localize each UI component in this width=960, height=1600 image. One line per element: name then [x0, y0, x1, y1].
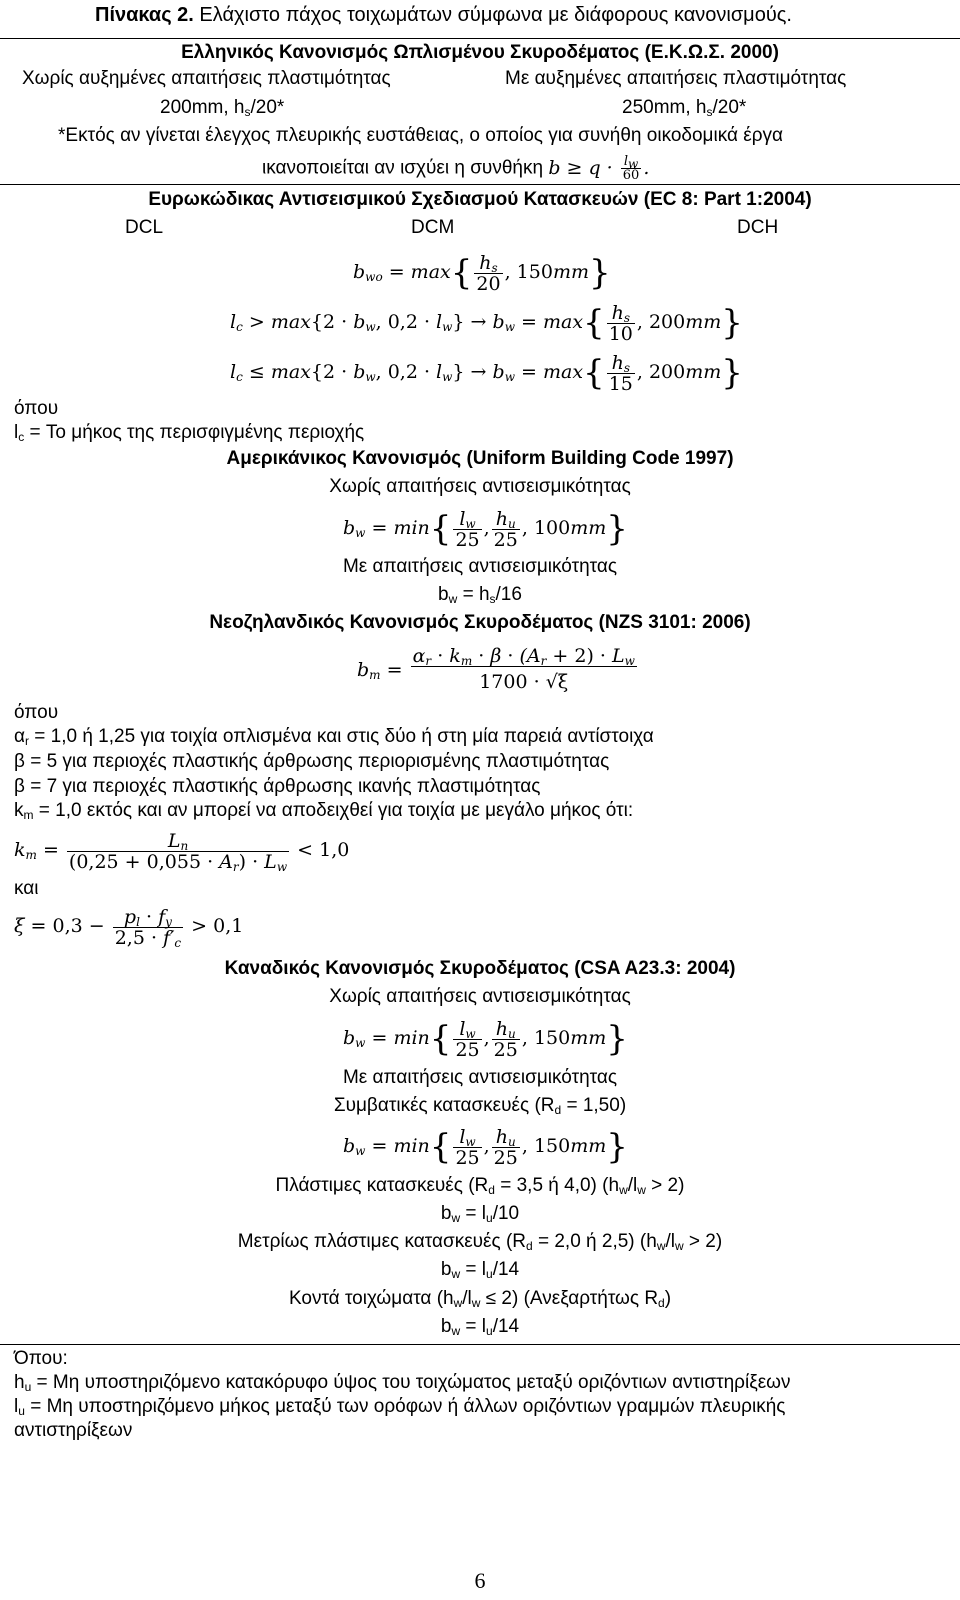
nzs-formula-km: $k_m$ = $\frac{L_n}{(0,25 + 0,055 \cdot A_r) \cdot L_w}$ < 1,0	[14, 829, 350, 874]
greek-rule	[0, 184, 960, 185]
ubc-seismic-formula: $b_w = h_s/16$	[438, 584, 522, 606]
nzs-where: όπου	[14, 702, 59, 723]
ec8-formula-lc-greater: $l_c > \max\{2 \cdot b_w$, $0,2 \cdot l_w\} \to b_w = \max${ $\frac{h_s}{10}$ , 200mm}	[230, 301, 743, 345]
table-title	[95, 4, 792, 26]
page-number: 6	[474, 1568, 486, 1593]
csa-rule	[0, 1344, 960, 1345]
csa-short-formula: $b_w = l_u/14$	[440, 1316, 520, 1338]
nzs-beta7-definition: β = 7 για περιοχές πλαστικής άρθρωσης ικανής πλαστιμότητας	[14, 776, 541, 797]
nzs-formula-xi: ξ = 0,3 − $\frac{p_l \cdot f_y}{2,5 \cdot f'_c}$ > 0,1	[14, 905, 244, 950]
nzs-and: και	[14, 878, 39, 899]
ec8-lc-definition: $l_c = To$ μήκος της περισφιγμένης περιοχής	[14, 422, 365, 444]
nzs-ar-definition: $\alpha_r = 1,0$ ή 1,25 για τοιχία οπλισμένα και στις δύο ή στη μία παρειά αντίστοιχα	[14, 726, 654, 748]
ubc-formula-min: $b_w = \min${ $\frac{l_w}{25}$ , $\frac{h_u}{25}$ , 100mm}	[343, 507, 628, 551]
footer-where: Όπου:	[14, 1348, 68, 1369]
csa-ductile: Πλάστιμες κατασκευές ($R_d = 3,5$ ή 4,0) $(h_w/l_w > 2)$	[275, 1175, 685, 1197]
nzs-heading: Νεοζηλανδικός Κανονισμός Σκυροδέματος (NZS 3101: 2006)	[209, 612, 751, 633]
ec8-dcl: DCL	[125, 217, 164, 238]
csa-no-seismic: Χωρίς απαιτήσεις αντισεισμικότητας	[329, 986, 631, 1007]
ubc-heading: Αμερικάνικος Κανονισμός (Uniform Building Code 1997)	[226, 448, 734, 469]
footer-hu-definition: $h_u = M\eta$ υποστηριζόμενο κατακόρυφο ύψος του τοιχώματος μεταξύ οριζόντιων αντιστηρίξεων	[14, 1372, 791, 1394]
csa-ductile-formula: $b_w = l_u/10$	[440, 1203, 520, 1225]
title-rule	[0, 38, 960, 39]
greek-note-line2: ικανοποιείται αν ισχύει η συνθήκη b ≥ q · $\frac{l_w}{60}$ .	[262, 154, 650, 183]
csa-short-walls: Κοντά τοιχώματα $(h_w/l_w \le 2)$ (Ανεξαρτήτως $R_d$)	[288, 1288, 672, 1310]
greek-col1-label: Χωρίς αυξημένες απαιτήσεις πλαστιμότητας	[22, 68, 391, 89]
greek-note-line1: *Εκτός αν γίνεται έλεγχος πλευρικής ευστάθειας, ο οποίος για συνήθη οικοδομικά έργα	[58, 125, 784, 146]
condition-formula: b ≥ q · $\frac{l_w}{60}$ .	[548, 154, 650, 183]
csa-seismic: Με απαιτήσεις αντισεισμικότητας	[342, 1067, 618, 1088]
ec8-dcm: DCM	[411, 217, 455, 238]
ubc-no-seismic: Χωρίς απαιτήσεις αντισεισμικότητας	[329, 476, 631, 497]
csa-moderate-formula: $b_w = l_u/14$	[440, 1259, 520, 1281]
greek-heading: Ελληνικός Κανονισμός Ωπλισμένου Σκυροδέματος (Ε.Κ.Ω.Σ. 2000)	[181, 42, 779, 63]
csa-moderate: Μετρίως πλάστιμες κατασκευές ($R_d = 2,0$ ή 2,5) $(h_w/l_w > 2)$	[237, 1231, 723, 1253]
nzs-km-definition: $k_m = 1,0$ εκτός και αν μπορεί να αποδειχθεί για τοιχία με μεγάλο μήκος ότι:	[14, 800, 634, 822]
csa-heading: Καναδικός Κανονισμός Σκυροδέματος (CSA A23.3: 2004)	[224, 958, 736, 979]
ec8-formula-bwo: $b_{wo} = \max${ $\frac{h_s}{20}$ , 150mm}	[353, 251, 611, 295]
ec8-heading: Ευρωκώδικας Αντισεισμικού Σχεδιασμού Κατασκευών (EC 8: Part 1:2004)	[148, 189, 812, 210]
csa-formula-min-1: $b_w = \min${ $\frac{l_w}{25}$ , $\frac{h_u}{25}$ , 150mm}	[343, 1017, 628, 1061]
footer-lu-definition: $l_u = M\eta$ υποστηριζόμενο μήκος μεταξύ των ορόφων ή άλλων οριζόντιων γραμμών πλευρικής	[14, 1396, 786, 1418]
ec8-where: όπου	[14, 398, 59, 419]
greek-col2-label: Με αυξημένες απαιτήσεις πλαστιμότητας	[505, 68, 847, 89]
table-caption: Ελάχιστο πάχος τοιχωμάτων σύμφωνα με διάφορους κανονισμούς.	[193, 4, 792, 26]
greek-col1-value: 200mm, $h_s/20*$	[160, 97, 285, 119]
ubc-seismic: Με απαιτήσεις αντισεισμικότητας	[342, 556, 618, 577]
csa-formula-min-2: $b_w = \min${ $\frac{l_w}{25}$ , $\frac{h_u}{25}$ , 150mm}	[343, 1125, 628, 1169]
ec8-formula-lc-less: $l_c \le \max\{2 \cdot b_w$, $0,2 \cdot l_w\} \to b_w = \max${ $\frac{h_s}{15}$ , 200mm}	[230, 351, 743, 395]
nzs-beta5-definition: β = 5 για περιοχές πλαστικής άρθρωσης περιορισμένης πλαστιμότητας	[14, 751, 610, 772]
ec8-dch: DCH	[737, 217, 779, 238]
greek-col2-value: 250mm, $h_s/20*$	[622, 97, 747, 119]
table-number: Πίνακας 2.	[95, 4, 194, 26]
csa-conventional: Συμβατικές κατασκευές $(R_d = 1,50)$	[333, 1095, 627, 1117]
nzs-formula-bm: $b_m$ = $\frac{\alpha_r \cdot k_m \cdot \beta \cdot (A_r + 2) \cdot L_w}{1700 \cdot √\xi}$	[357, 644, 635, 693]
footer-lu-definition-cont: αντιστηρίξεων	[14, 1420, 133, 1441]
